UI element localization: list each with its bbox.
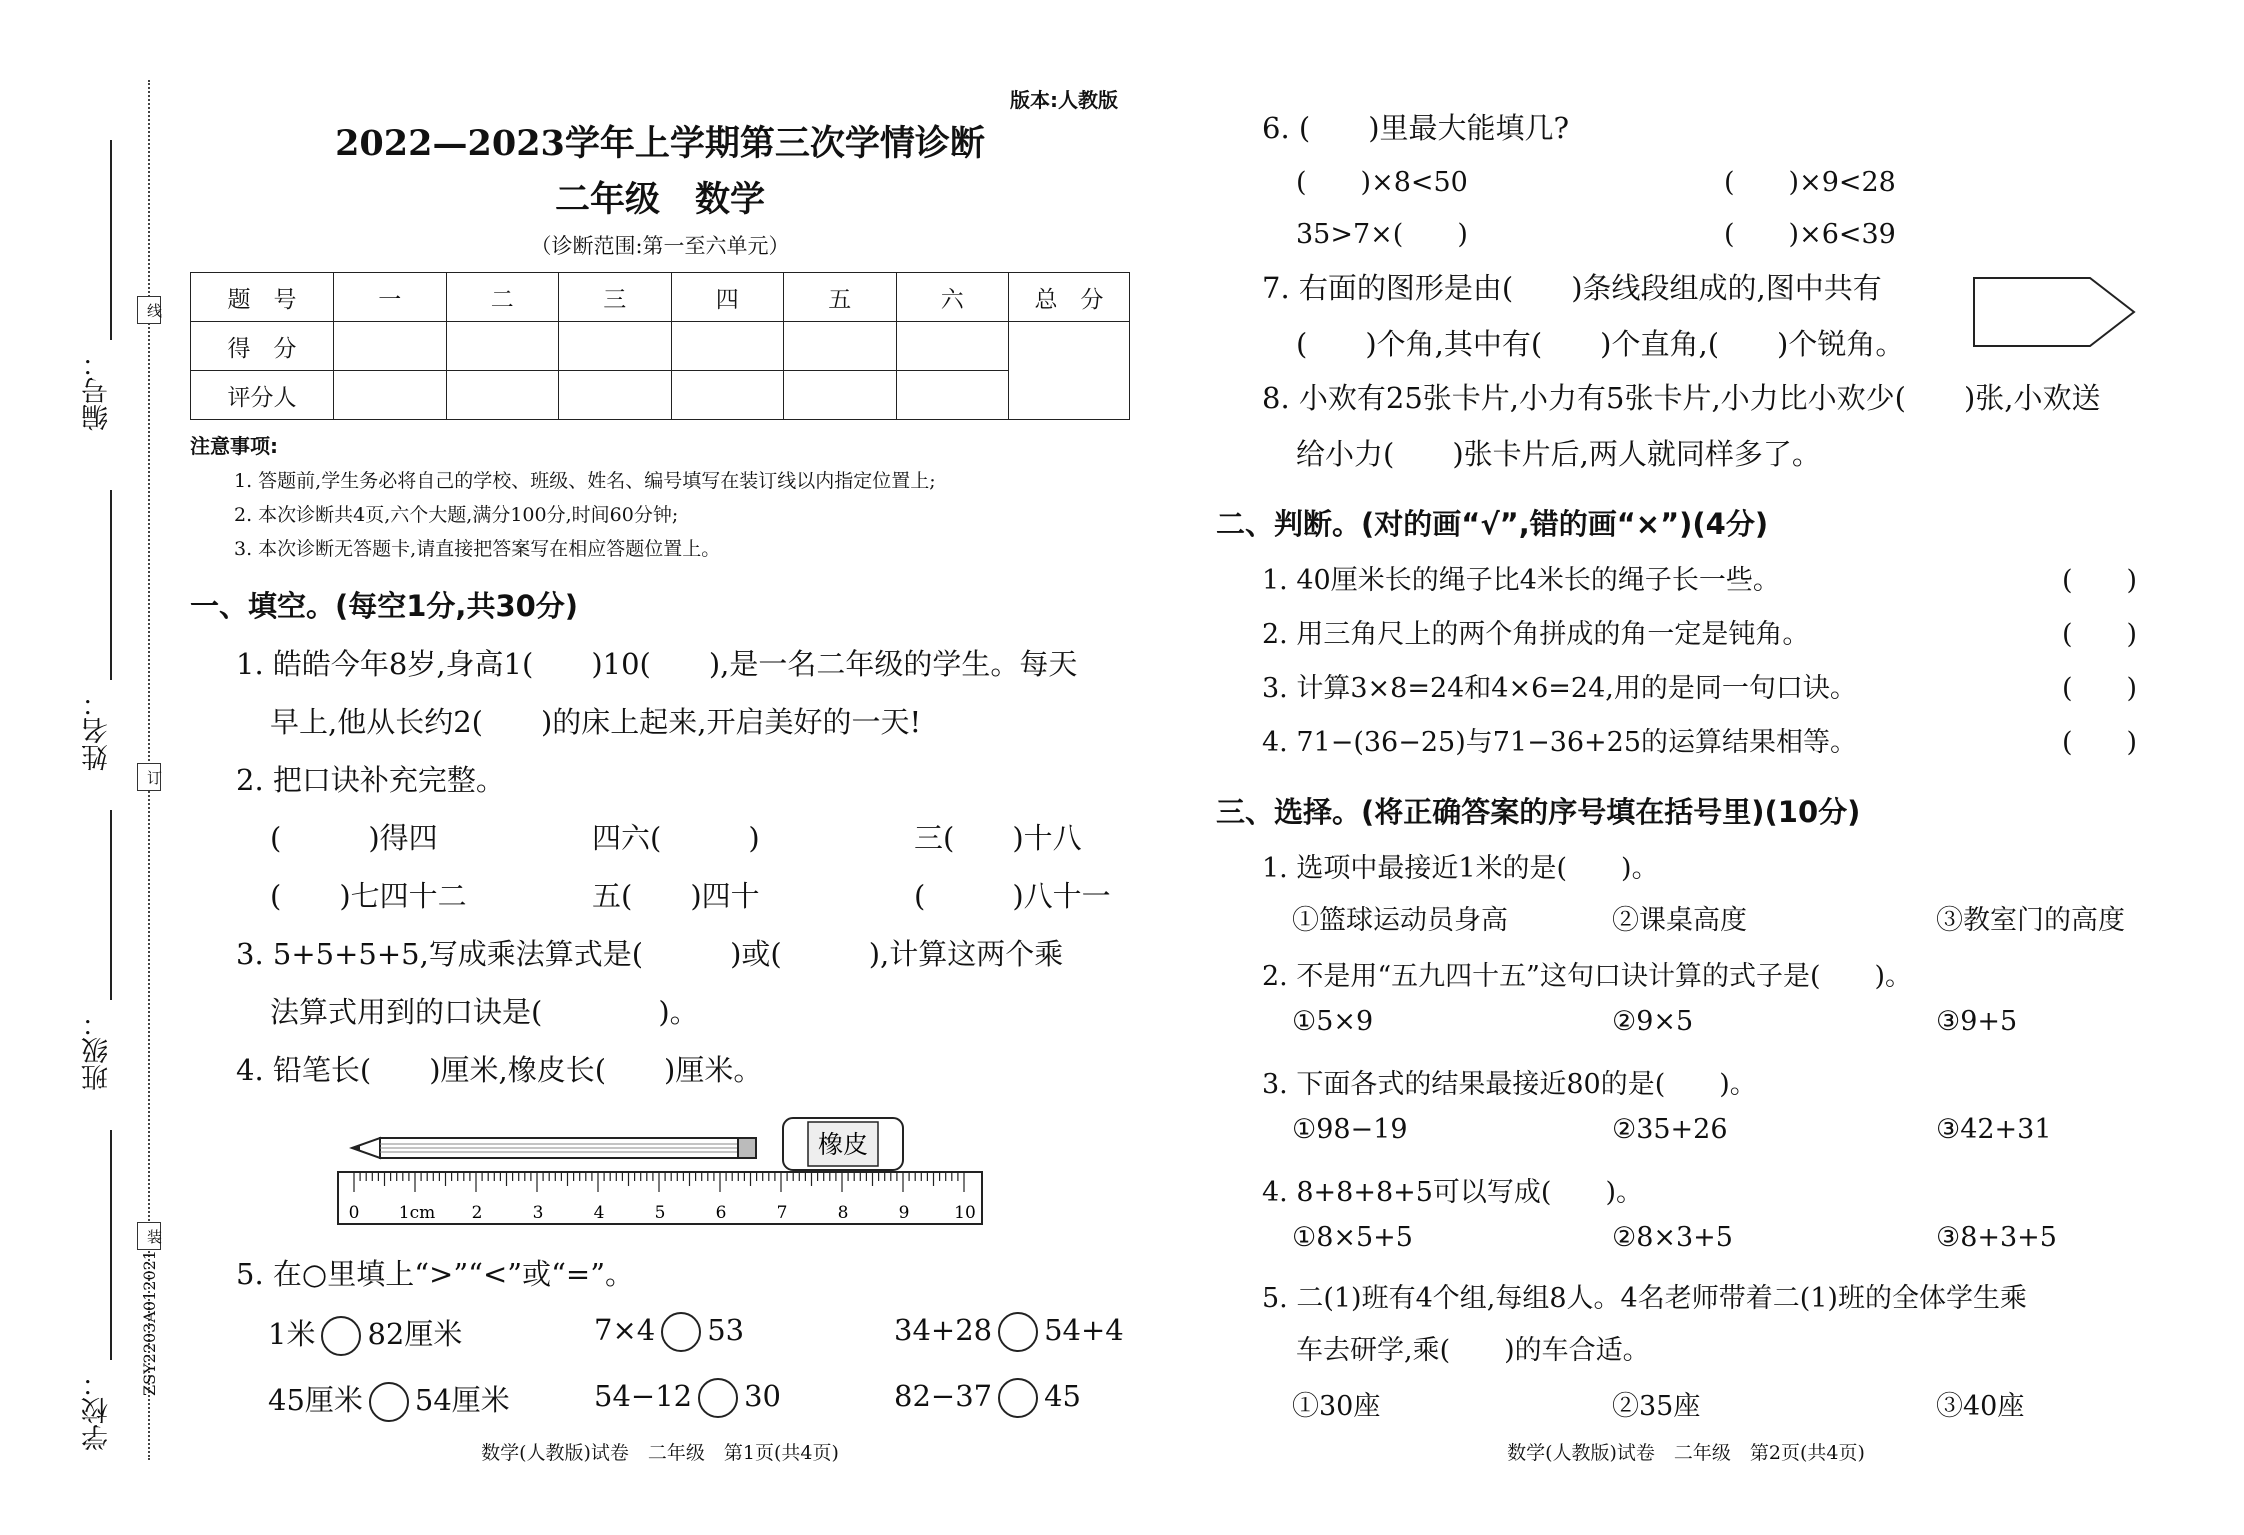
total-score-cell <box>1009 322 1130 420</box>
choice5-line1: 5. 二(1)班有4个组,每组8人。4名老师带着二(1)班的全体学生乘 <box>1262 1283 2027 1314</box>
q3-line1: 3. 5+5+5+5,写成乘法算式是( )或( ),计算这两个乘 <box>236 937 1064 971</box>
ruler-label: 1cm <box>398 1203 436 1223</box>
ruler-label: 2 <box>471 1203 483 1223</box>
section1-title: 一、填空。(每空1分,共30分) <box>190 589 579 623</box>
q3-line2: 法算式用到的口诀是( )。 <box>270 995 699 1029</box>
ruler-label: 0 <box>348 1203 360 1223</box>
ruler-label: 9 <box>898 1203 910 1223</box>
score-row-label: 评分人 <box>191 371 334 420</box>
score-header: 一 <box>334 273 447 322</box>
xuexiao-label: 学校： <box>82 1370 113 1451</box>
q2-text: 2. 把口诀补充完整。 <box>236 763 505 797</box>
q1-line1: 1. 皓皓今年8岁,身高1( )10( ),是一名二年级的学生。每天 <box>236 647 1078 681</box>
choice-option[interactable]: ③9+5 <box>1936 1006 2018 1037</box>
q6-item: ( )×6<39 <box>1724 219 1896 250</box>
q2-item: ( )得四 <box>270 821 438 855</box>
choice-question: 1. 选项中最接近1米的是( )。 <box>1262 853 1659 884</box>
ruler-label: 4 <box>593 1203 605 1223</box>
score-header: 二 <box>446 273 559 322</box>
version-label: 版本:人教版 <box>1010 88 1118 112</box>
compare-circle[interactable] <box>998 1378 1038 1418</box>
choice-option[interactable]: ③40座 <box>1936 1391 2025 1422</box>
q2-item: 四六( ) <box>592 821 760 855</box>
compare-item: 7×4 53 <box>594 1312 744 1352</box>
page-title: 2022—2023学年上学期第三次学情诊断 <box>335 123 985 164</box>
q7-line1: 7. 右面的图形是由( )条线段组成的,图中共有 <box>1262 271 1882 305</box>
choice-option[interactable]: ③教室门的高度 <box>1936 905 2125 936</box>
footer-left: 数学(人教版)试卷 二年级 第1页(共4页) <box>481 1442 839 1464</box>
ruler-label: 3 <box>532 1203 544 1223</box>
compare-circle[interactable] <box>698 1378 738 1418</box>
judge-paren[interactable]: ( ) <box>2062 565 2138 596</box>
pencil-icon <box>352 1138 756 1158</box>
q6-item: ( )×8<50 <box>1296 167 1468 198</box>
choice-question: 3. 下面各式的结果最接近80的是( )。 <box>1262 1069 1757 1100</box>
score-row-label: 得 分 <box>191 322 334 371</box>
notes-title: 注意事项: <box>190 434 278 458</box>
score-header: 三 <box>559 273 672 322</box>
choice-question: 2. 不是用“五九四十五”这句口诀计算的式子是( )。 <box>1262 961 1913 992</box>
q6-text: 6. ( )里最大能填几? <box>1262 111 1570 145</box>
eraser-icon <box>783 1118 903 1170</box>
compare-circle[interactable] <box>998 1312 1038 1352</box>
footer-right: 数学(人教版)试卷 二年级 第2页(共4页) <box>1507 1442 1865 1464</box>
binding-mark-zhuang: 装 <box>137 1222 161 1250</box>
score-header: 四 <box>671 273 784 322</box>
score-header: 六 <box>896 273 1009 322</box>
exam-code: ZSY2203A012021 <box>140 1250 159 1396</box>
ruler-label: 7 <box>776 1203 788 1223</box>
choice-option[interactable]: ①5×9 <box>1292 1006 1374 1037</box>
q2-item: 三( )十八 <box>914 821 1082 855</box>
choice5-line2: 车去研学,乘( )的车合适。 <box>1296 1335 1650 1366</box>
xuexiao-line <box>110 1130 112 1360</box>
judge-paren[interactable]: ( ) <box>2062 727 2138 758</box>
q7-line2: ( )个角,其中有( )个直角,( )个锐角。 <box>1296 327 1905 361</box>
ruler-ticks <box>354 1172 964 1192</box>
choice-option[interactable]: ①30座 <box>1292 1391 1381 1422</box>
banji-label: 班级： <box>82 1010 113 1091</box>
score-table <box>190 272 1130 420</box>
judge-item: 3. 计算3×8=24和4×6=24,用的是同一句口诀。 <box>1262 673 1857 704</box>
score-header: 题 号 <box>191 273 334 322</box>
choice-option[interactable]: ②35+26 <box>1612 1114 1728 1145</box>
pentagon-shape <box>1970 272 2150 352</box>
q6-item: ( )×9<28 <box>1724 167 1896 198</box>
choice-question: 4. 8+8+8+5可以写成( )。 <box>1262 1177 1643 1208</box>
note-item: 2. 本次诊断共4页,六个大题,满分100分,时间60分钟; <box>234 504 679 526</box>
xingming-line <box>110 490 112 680</box>
q4-text: 4. 铅笔长( )厘米,橡皮长( )厘米。 <box>236 1053 763 1087</box>
q8-line1: 8. 小欢有25张卡片,小力有5张卡片,小力比小欢少( )张,小欢送 <box>1262 381 2101 415</box>
compare-item: 82−37 45 <box>894 1378 1081 1418</box>
choice-option[interactable]: ②35座 <box>1612 1391 1701 1422</box>
banji-line <box>110 810 112 1000</box>
eraser-label: 橡皮 <box>817 1130 869 1159</box>
compare-item: 34+28 54+4 <box>894 1312 1124 1352</box>
q2-item: 五( )四十 <box>592 879 760 913</box>
judge-item: 1. 40厘米长的绳子比4米长的绳子长一些。 <box>1262 565 1780 596</box>
choice-option[interactable]: ①8×5+5 <box>1292 1222 1413 1253</box>
q8-line2: 给小力( )张卡片后,两人就同样多了。 <box>1296 437 1821 471</box>
compare-item: 45厘米 54厘米 <box>268 1378 510 1422</box>
judge-paren[interactable]: ( ) <box>2062 619 2138 650</box>
compare-circle[interactable] <box>661 1312 701 1352</box>
judge-paren[interactable]: ( ) <box>2062 673 2138 704</box>
section3-title: 三、选择。(将正确答案的序号填在括号里)(10分) <box>1216 795 1861 829</box>
binding-mark-xian: 线 <box>137 296 161 324</box>
compare-item: 1米 82厘米 <box>268 1312 462 1356</box>
q6-item: 35>7×( ) <box>1296 219 1468 250</box>
page-subtitle: 二年级 数学 <box>554 180 765 220</box>
q5-text: 5. 在○里填上“>”“<”或“=”。 <box>236 1257 635 1291</box>
ruler-label: 5 <box>654 1203 666 1223</box>
scope-text: （诊断范围:第一至六单元） <box>530 234 790 258</box>
note-item: 1. 答题前,学生务必将自己的学校、班级、姓名、编号填写在装订线以内指定位置上; <box>234 470 936 492</box>
ruler-labels <box>349 1203 976 1223</box>
xingming-label: 姓名： <box>82 690 113 771</box>
choice-option[interactable]: ③8+3+5 <box>1936 1222 2057 1253</box>
ruler-label: 10 <box>954 1203 976 1223</box>
choice-option[interactable]: ①98−19 <box>1292 1114 1408 1145</box>
choice-option[interactable]: ③42+31 <box>1936 1114 2052 1145</box>
binding-mark-ding: 订 <box>137 763 161 791</box>
judge-item: 4. 71−(36−25)与71−36+25的运算结果相等。 <box>1262 727 1858 758</box>
biaohao-line <box>110 140 112 340</box>
judge-item: 2. 用三角尺上的两个角拼成的角一定是钝角。 <box>1262 619 1810 650</box>
compare-circle[interactable] <box>321 1316 361 1356</box>
score-header: 总 分 <box>1009 273 1130 322</box>
ruler-label: 6 <box>715 1203 727 1223</box>
ruler-label: 8 <box>837 1203 849 1223</box>
choice-option[interactable]: ②课桌高度 <box>1612 905 1747 936</box>
ruler-figure <box>330 1110 990 1230</box>
note-item: 3. 本次诊断无答题卡,请直接把答案写在相应答题位置上。 <box>234 538 721 560</box>
section2-title: 二、判断。(对的画“√”,错的画“×”)(4分) <box>1216 507 1769 541</box>
choice-option[interactable]: ②8×3+5 <box>1612 1222 1733 1253</box>
q1-line2: 早上,他从长约2( )的床上起来,开启美好的一天! <box>270 705 922 739</box>
biaohao-label: 编号： <box>82 350 113 431</box>
score-header: 五 <box>784 273 897 322</box>
q2-item: ( )八十一 <box>914 879 1111 913</box>
choice-option[interactable]: ①篮球运动员身高 <box>1292 905 1508 936</box>
compare-circle[interactable] <box>369 1382 409 1422</box>
compare-item: 54−12 30 <box>594 1378 781 1418</box>
choice-option[interactable]: ②9×5 <box>1612 1006 1694 1037</box>
q2-item: ( )七四十二 <box>270 879 467 913</box>
